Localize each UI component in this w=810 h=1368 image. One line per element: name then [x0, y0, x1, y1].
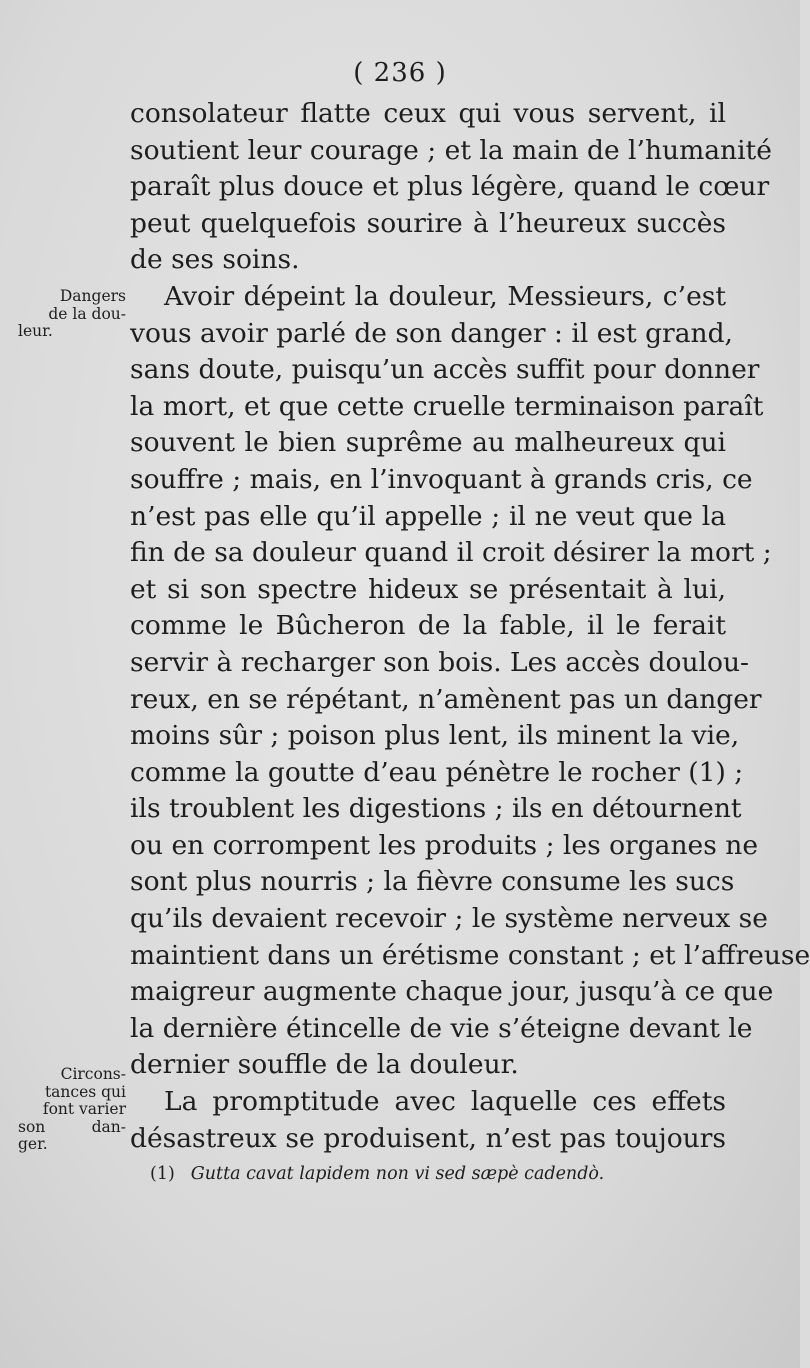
text-line: ils troublent les digestions ; ils en détournent [130, 793, 742, 825]
text-line: comme la goutte d’eau pénètre le rocher (1) ; [130, 756, 744, 788]
text-line: la mort, et que cette cruelle terminaison paraît [130, 390, 764, 422]
margin-note-line: Dangers [59, 287, 126, 305]
text-line: fin de sa douleur quand il croit désirer la mort ; [130, 537, 772, 569]
margin-note-circonstances [18, 1066, 126, 1154]
text-line: n’est pas elle qu’il appelle ; il ne veut que la [130, 500, 726, 532]
margin-note-line: font varier [42, 1100, 126, 1118]
margin-note-line: ger. [18, 1135, 48, 1153]
text-line: sans doute, puisqu’un accès suffit pour donner [130, 354, 760, 386]
text-line: reux, en se répétant, n’amènent pas un danger [130, 683, 762, 715]
footnote-mark: (1) [150, 1164, 175, 1184]
text-line: peut quelquefois sourire à l’heureux succès [130, 207, 726, 239]
text-line: maigreur augmente chaque jour, jusqu’à ce que [130, 976, 774, 1008]
text-line: maintient dans un érétisme constant ; et l’affreuse [130, 939, 810, 971]
margin-note-line: de la dou- [48, 304, 126, 323]
text-line: souvent le bien suprême au malheureux qui [130, 427, 726, 459]
text-line: ou en corrompent les produits ; les organes ne [130, 829, 759, 861]
text-line: désastreux se produisent, n’est pas toujours [130, 1122, 726, 1154]
text-line: consolateur flatte ceux qui vous servent, il [130, 98, 726, 129]
text-line: sont plus nourris ; la fièvre consume les sucs [130, 866, 735, 898]
text-line: vous avoir parlé de son danger : il est grand, [130, 317, 733, 349]
text-line: la dernière étincelle de vie s’éteigne devant le [130, 1012, 753, 1044]
margin-note-line: tances qui [44, 1082, 126, 1101]
page-number: ( 236 ) [353, 58, 447, 88]
margin-note-line: leur. [18, 322, 53, 340]
text-line: moins sûr ; poison plus lent, ils minent la vie, [130, 720, 740, 752]
body-text [130, 96, 810, 1157]
paragraph-start-line: Avoir dépeint la douleur, Messieurs, c’est [164, 280, 726, 312]
text-line: comme le Bûcheron de la fable, il le ferait [130, 610, 726, 642]
footnote [150, 1164, 750, 1184]
text-line: dernier souffle de la douleur. [130, 1049, 519, 1081]
footnote-text: Gutta cavat lapidem non vi sed sæpè cadendò. [190, 1164, 605, 1184]
text-line: servir à recharger son bois. Les accès doulou- [130, 646, 749, 678]
text-line: qu’ils devaient recevoir ; le système nerveux se [130, 903, 768, 935]
text-line: souffre ; mais, en l’invoquant à grands cris, ce [130, 463, 753, 495]
text-line: soutient leur courage ; et la main de l’humanité [130, 134, 772, 166]
text-line: de ses soins. [130, 244, 300, 276]
margin-note-line: son dan- [18, 1117, 126, 1136]
paragraph-start-line: La promptitude avec laquelle ces effets [164, 1086, 726, 1118]
text-line: paraît plus douce et plus légère, quand le cœur [130, 171, 770, 203]
margin-note-line: Circons- [60, 1065, 126, 1083]
text-line: et si son spectre hideux se présentait à lui, [130, 573, 726, 605]
margin-note-dangers [18, 288, 126, 341]
